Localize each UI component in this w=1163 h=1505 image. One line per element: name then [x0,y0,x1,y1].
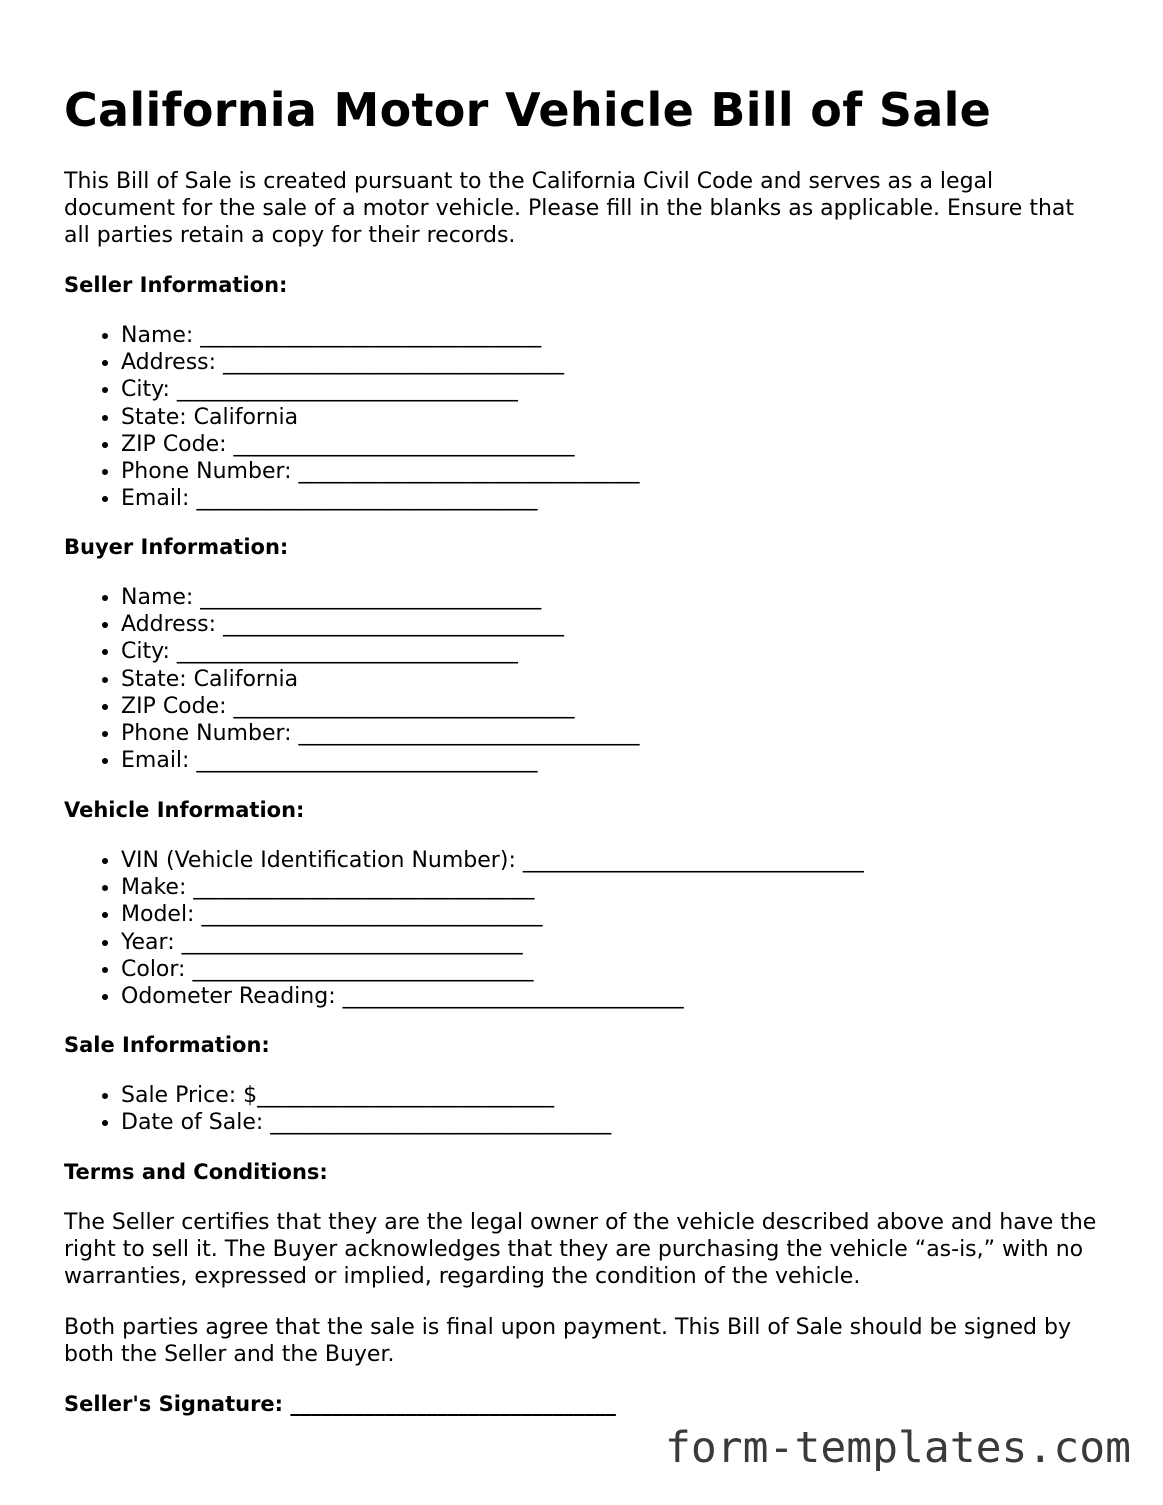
buyer-heading: Buyer Information: [64,535,289,559]
sale-heading: Sale Information: [64,1033,270,1057]
seller-signature-field[interactable]: Seller's Signature: _______________________________ [64,1392,616,1416]
terms-heading: Terms and Conditions: [64,1160,328,1184]
seller-fields-list [64,322,640,512]
vehicle-fields-list [64,847,864,1010]
buyer-zip-field[interactable]: • ZIP Code: _______________________________ [121,693,640,720]
intro-paragraph: This Bill of Sale is created pursuant to the California Civil Code and serves as a legal document for the sale of a motor vehicle. Please fill in the blanks as applicable. Ensure that all parties retain a copy for their records. [64,169,1075,248]
sale-price-field[interactable]: • Sale Price: $___________________________ [121,1082,611,1109]
terms-paragraph: The Seller certifies that they are the legal owner of the vehicle described above and have the right to sell it. The Buyer acknowledges that they are purchasing the vehicle “as-is,” with no warranties, expressed or implied, regarding the condition of the vehicle. [64,1210,1097,1289]
buyer-city-field[interactable]: • City: _______________________________ [121,638,640,665]
vehicle-make-field[interactable]: • Make: _______________________________ [121,874,864,901]
seller-heading: Seller Information: [64,273,288,297]
document-title: California Motor Vehicle Bill of Sale [64,83,992,137]
buyer-email-field[interactable]: • Email: _______________________________ [121,747,640,774]
buyer-name-field[interactable]: • Name: _______________________________ [121,584,640,611]
buyer-address-field[interactable]: • Address: _______________________________ [121,611,640,638]
vehicle-vin-field[interactable]: • VIN (Vehicle Identification Number): _______________________________ [121,847,864,874]
seller-state-field: • State: California [121,404,640,431]
vehicle-odometer-field[interactable]: • Odometer Reading: _______________________________ [121,983,864,1010]
vehicle-color-field[interactable]: • Color: _______________________________ [121,956,864,983]
buyer-phone-field[interactable]: • Phone Number: _______________________________ [121,720,640,747]
final-sale-paragraph: Both parties agree that the sale is final upon payment. This Bill of Sale should be signed by both the Seller and the Buyer. [64,1315,1071,1367]
watermark-logo: form-templates.com [665,1423,1131,1473]
vehicle-model-field[interactable]: • Model: _______________________________ [121,901,864,928]
seller-zip-field[interactable]: • ZIP Code: _______________________________ [121,431,640,458]
vehicle-heading: Vehicle Information: [64,798,305,822]
seller-phone-field[interactable]: • Phone Number: _______________________________ [121,458,640,485]
seller-email-field[interactable]: • Email: _______________________________ [121,485,640,512]
seller-city-field[interactable]: • City: _______________________________ [121,376,640,403]
seller-address-field[interactable]: • Address: _______________________________ [121,349,640,376]
seller-name-field[interactable]: • Name: _______________________________ [121,322,640,349]
buyer-state-field: • State: California [121,666,640,693]
buyer-fields-list [64,584,640,774]
sale-date-field[interactable]: • Date of Sale: _______________________________ [121,1109,611,1136]
vehicle-year-field[interactable]: • Year: _______________________________ [121,929,864,956]
sale-fields-list [64,1082,611,1136]
